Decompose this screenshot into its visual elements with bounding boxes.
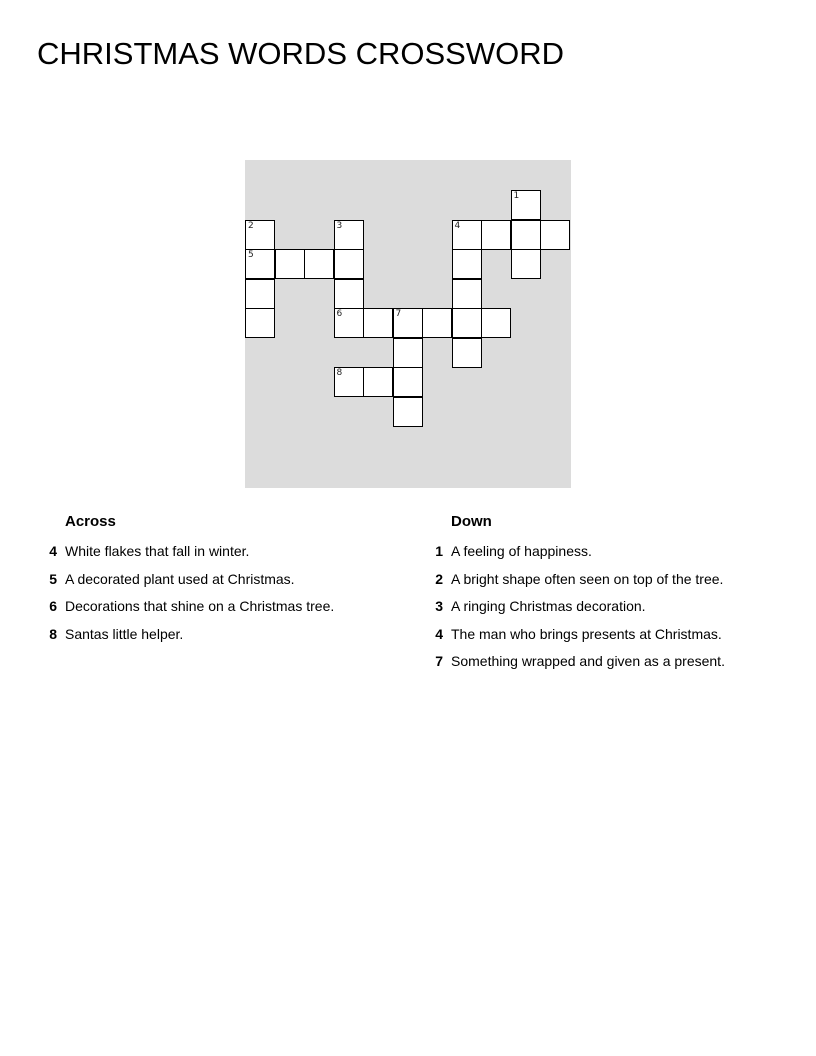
cell-number: 6 xyxy=(336,309,343,319)
crossword-cell[interactable] xyxy=(452,279,482,309)
crossword-cell[interactable] xyxy=(334,249,364,279)
cell-number: 7 xyxy=(395,309,402,319)
clue-number: 7 xyxy=(435,653,443,669)
crossword-cell[interactable] xyxy=(245,279,275,309)
crossword-cell[interactable] xyxy=(452,220,482,250)
cell-number: 1 xyxy=(513,191,520,201)
crossword-cell[interactable] xyxy=(393,397,423,427)
crossword-cell[interactable] xyxy=(304,249,334,279)
cell-number: 5 xyxy=(248,250,254,260)
crossword-cell[interactable] xyxy=(245,308,275,338)
across-heading: Across xyxy=(65,513,116,530)
crossword-cell[interactable] xyxy=(245,249,275,279)
crossword-cell[interactable] xyxy=(334,220,364,250)
page-title: CHRISTMAS WORDS CROSSWORD xyxy=(37,36,564,71)
clue-text: Something wrapped and given as a present. xyxy=(451,653,725,669)
clue-text: White flakes that fall in winter. xyxy=(65,543,250,559)
crossword-cell[interactable] xyxy=(422,308,452,338)
crossword-cell[interactable] xyxy=(511,220,541,250)
clue-number: 3 xyxy=(435,598,443,614)
cell-number: 4 xyxy=(454,220,461,231)
crossword-cell[interactable] xyxy=(334,279,364,309)
clue-number: 6 xyxy=(49,598,57,614)
crossword-cell[interactable] xyxy=(393,338,423,368)
clue-number: 8 xyxy=(49,625,57,642)
clue-number: 4 xyxy=(435,625,443,642)
clue-text: A bright shape often seen on top of the tree. xyxy=(451,570,724,587)
clue-number: 1 xyxy=(435,543,443,559)
crossword-cell[interactable] xyxy=(363,367,393,397)
crossword-cell[interactable] xyxy=(481,220,511,250)
crossword-cell[interactable] xyxy=(275,249,305,279)
crossword-cell[interactable] xyxy=(393,367,423,397)
down-heading: Down xyxy=(451,513,492,530)
clue-number: 5 xyxy=(49,570,57,587)
crossword-cell[interactable] xyxy=(334,367,364,397)
crossword-cell[interactable] xyxy=(540,220,570,250)
clue-text: A feeling of happiness. xyxy=(451,543,592,559)
clue-text: The man who brings presents at Christmas. xyxy=(451,625,722,642)
clue-text: A ringing Christmas decoration. xyxy=(451,598,646,614)
clue-number: 2 xyxy=(435,570,443,587)
clue-text: A decorated plant used at Christmas. xyxy=(65,570,295,587)
crossword-cell[interactable] xyxy=(511,249,541,279)
crossword-cell[interactable] xyxy=(481,308,511,338)
clue-number: 4 xyxy=(49,543,57,559)
crossword-cell[interactable] xyxy=(452,308,482,338)
crossword-cell[interactable] xyxy=(245,220,275,250)
crossword-cell[interactable] xyxy=(334,308,364,338)
cell-number: 3 xyxy=(336,220,343,231)
crossword-cell[interactable] xyxy=(393,308,423,338)
crossword-cell[interactable] xyxy=(452,338,482,368)
cell-number: 8 xyxy=(336,368,343,378)
crossword-cell[interactable] xyxy=(511,190,541,220)
cell-number: 2 xyxy=(248,220,254,231)
clue-text: Santas little helper. xyxy=(65,625,184,642)
clue-text: Decorations that shine on a Christmas tree. xyxy=(65,598,335,614)
crossword-cell[interactable] xyxy=(363,308,393,338)
crossword-cell[interactable] xyxy=(452,249,482,279)
